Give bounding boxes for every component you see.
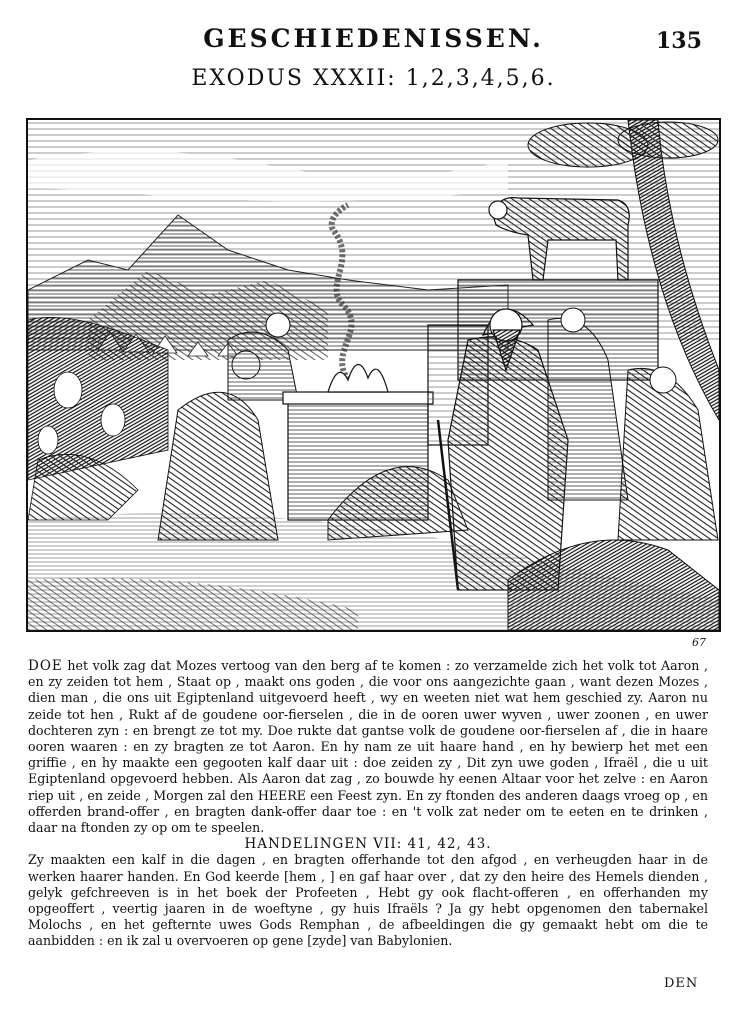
crowd bbox=[28, 317, 168, 520]
paragraph-exodus bbox=[28, 658, 708, 836]
plate-number: 67 bbox=[692, 636, 706, 649]
body-text bbox=[28, 658, 708, 950]
catchword: DEN bbox=[664, 976, 699, 991]
paragraph-acts: Zy maakten een kalf in die dagen , en bragten offerhande tot den afgod , en verheugden haar in de werken haarer handen. En God keerde [hem , ] en gaf haar over , dat zy den heire des Hemels dienden , gelyk gefchreeven is in het boek der Profeeten , Hebt gy ook flacht-offeren , en offerhanden my opgeoffert , veertig jaaren in de woeftyne , gy huis Ifraëls ? Ja gy hebt opgenomen den tabernakel Molochs , en het gefternte uwes Gods Remphan , de afbeeldingen die gy gemaakt hebt om die te aanbidden : en ik zal u overvoeren op gene [zyde] van Babylonien. bbox=[28, 852, 708, 949]
lead-word: DOE bbox=[28, 658, 63, 674]
scripture-reference: EXODUS XXXII: 1,2,3,4,5,6. bbox=[191, 66, 556, 91]
page-title: GESCHIEDENISSEN. bbox=[203, 24, 544, 53]
engraving-illustration bbox=[26, 118, 721, 632]
paragraph-exodus-text: het volk zag dat Mozes vertoog van den berg af te komen : zo verzamelde zich het volk tot Aaron , en zy zeiden tot hem , Staat op , maakt ons goden , die voor ons aangezichte gaan , want dezen Mozes , dien man , die ons uit Egiptenland uitgevoerd heeft , wy en weeten niet wat hem geschied zy. Aaron nu zeide tot hen , Rukt af de goudene oor-fierselen , die in de ooren uwer wyven , uwer zoonen , en uwer dochteren zyn : en brengt ze tot my. Doe rukte dat gantse volk de goudene oor-fierselen af , die in haare ooren waaren : en zy bragten ze tot Aaron. En hy nam ze uit haare hand , en hy bewierp het met een griffie , en hy maakte een gegooten kalf daar uit : doe zeiden zy , Dit zyn uwe goden , Ifraël , die u uit Egiptenland opgevoerd hebben. Als Aaron dat zag , zo bouwde hy eenen Altaar voor het zelve : en Aaron riep uit , en zeide , Morgen zal den HEERE een Feest zyn. En zy ftonden des anderen daags vroeg op , en offerden brand-offer , en bragten dank-offer daar toe : en 't volk zat neder om te eeten en te drinken , daar na ftonden zy op om te speelen. bbox=[28, 658, 708, 836]
section-heading: HANDELINGEN VII: 41, 42, 43. bbox=[244, 836, 492, 853]
page-number: 135 bbox=[656, 28, 702, 54]
